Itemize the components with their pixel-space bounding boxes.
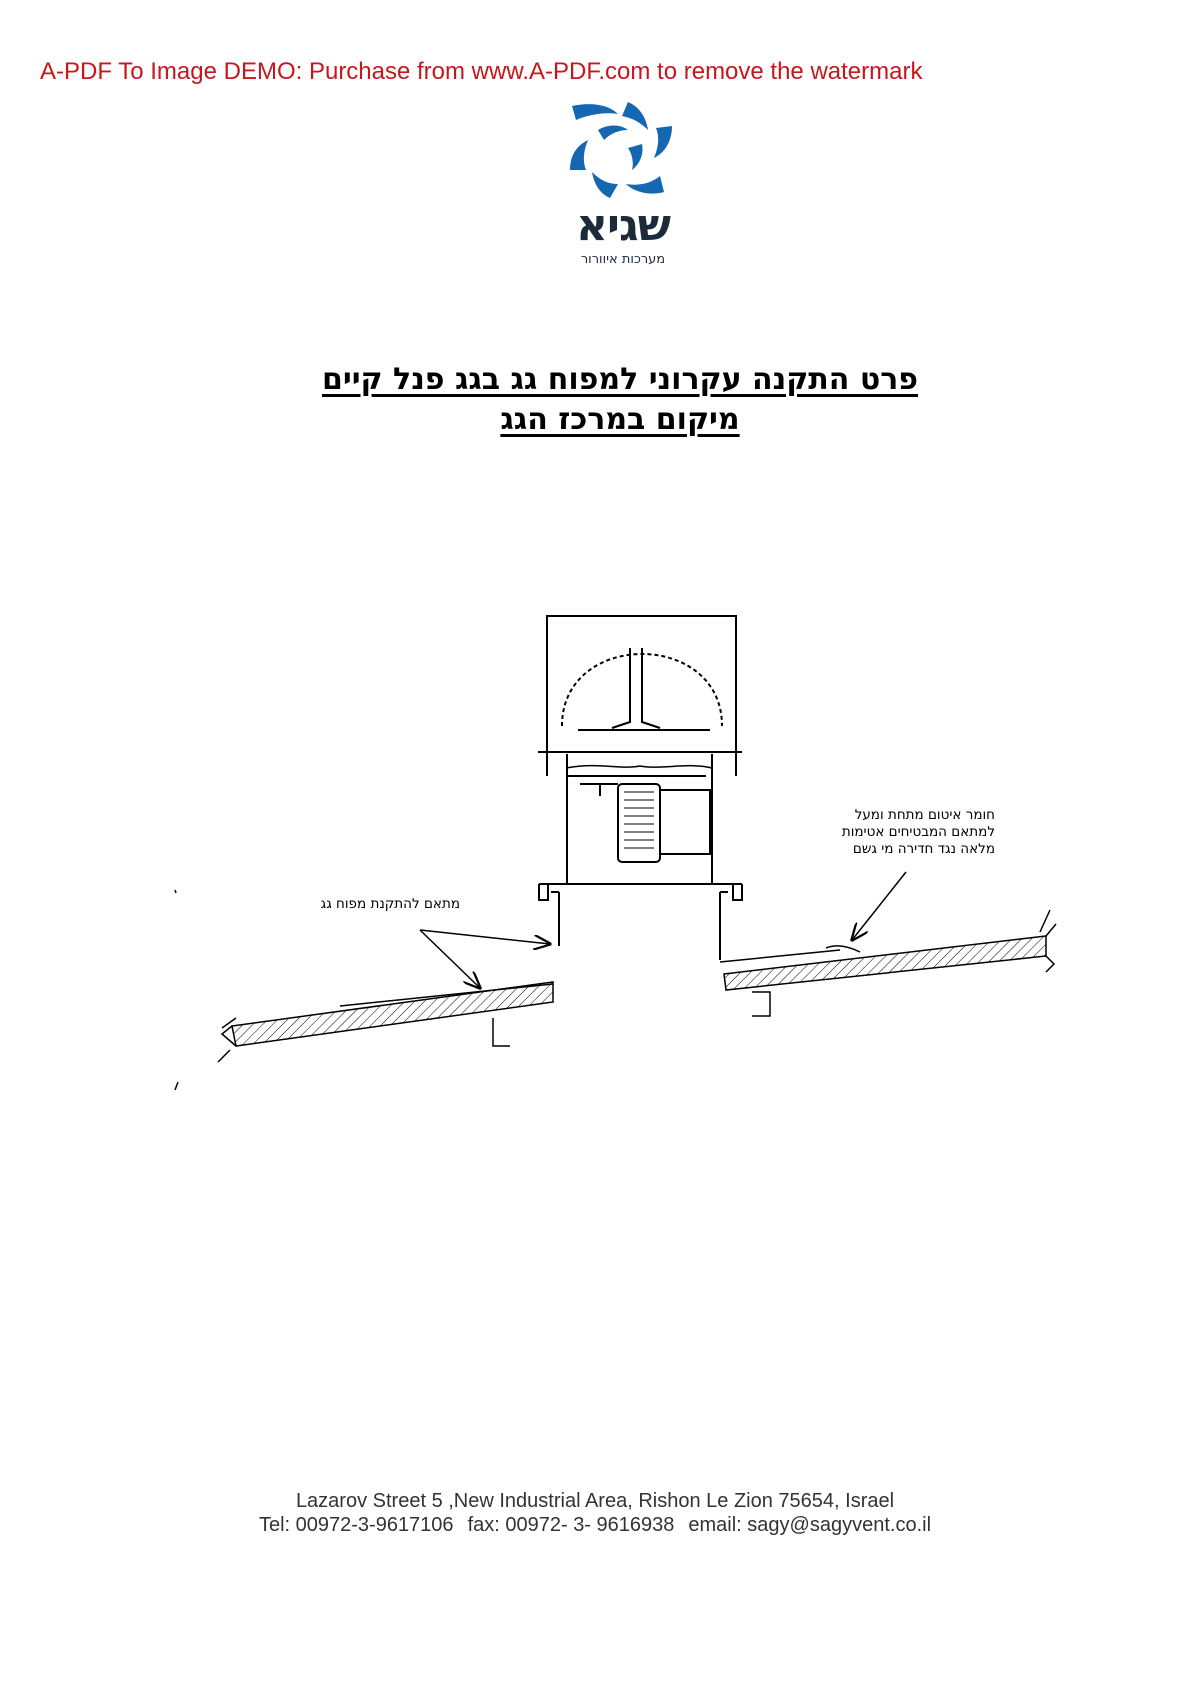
sealant-callout-line: למתאם המבטיחים אטימות [841,824,995,840]
sealant-callout-line: חומר איטום מתחת ומעל [854,807,995,823]
footer-contact [0,1514,1190,1537]
sealant-callout [800,807,995,858]
roof-fan-unit [538,616,742,900]
sealant-callout-line: מלאה נגד חדירה מי גשם [852,841,995,857]
drawing-title: פרט התקנה עקרוני למפוח גג בגג פנל קיים [321,362,919,397]
stray-marks [175,890,178,1090]
company-logo [568,100,688,270]
right-roof-panel [720,910,1056,1016]
logo-tagline: מערכות איוורור [580,252,666,267]
roof-adapter [551,892,728,960]
left-roof-panel [218,982,553,1062]
footer-address: Lazarov Street 5 ,New Industrial Area, Rishon Le Zion 75654, Israel [295,1490,895,1512]
drawing-subtitle: מיקום במרכז הגג [500,402,740,437]
adapter-callout: מתאם להתקנת מפוח גג [320,896,460,912]
swirl-fan-logo-icon [568,100,678,200]
footer-fax: fax: 00972- 3- 9616938 [467,1514,675,1536]
watermark-text: A-PDF To Image DEMO: Purchase from www.A-PDF.com to remove the watermark [40,58,923,85]
footer-email: email: sagy@sagyvent.co.il [688,1514,932,1536]
logo-wordmark: שגיא [575,200,670,251]
footer-tel: Tel: 00972-3-9617106 [258,1514,454,1536]
